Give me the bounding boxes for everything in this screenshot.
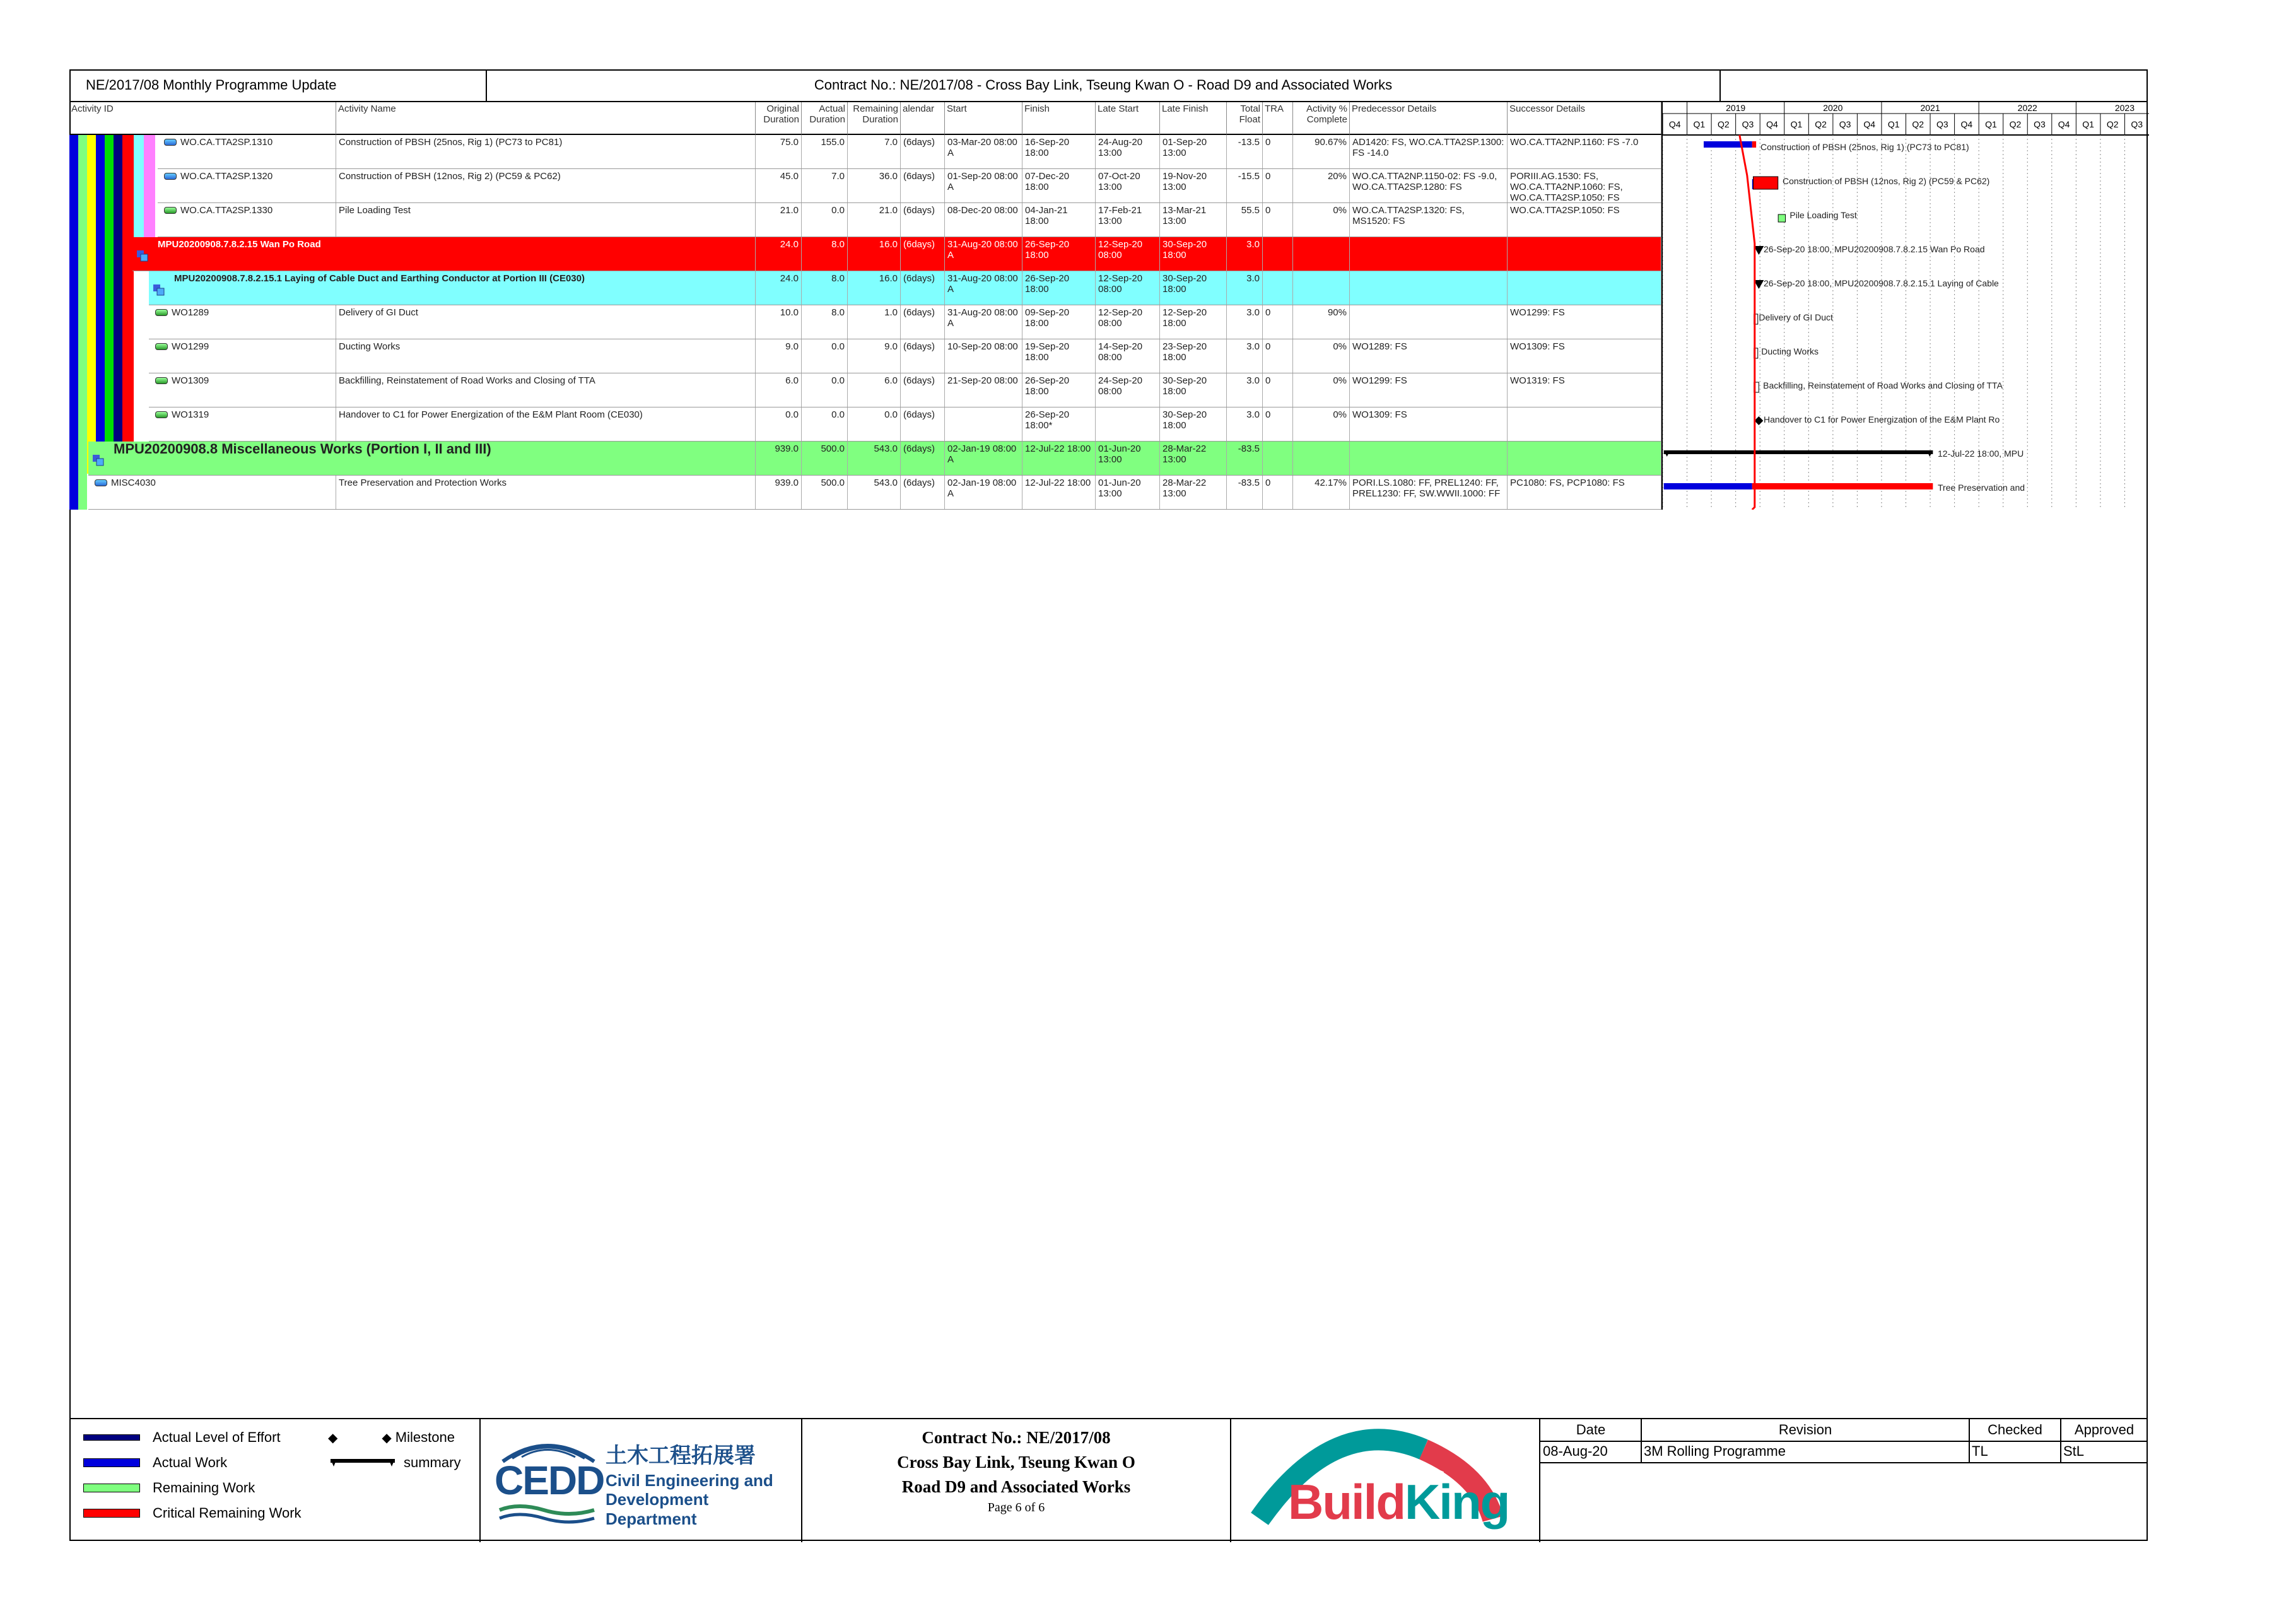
quarter-label: Q4 <box>1960 119 1973 129</box>
cell-od: 10.0 <box>756 305 802 339</box>
cell-ad: 0.0 <box>802 339 848 373</box>
year-label: 2020 <box>1823 103 1843 113</box>
cell-start: 08-Dec-20 08:00 <box>945 203 1022 237</box>
cell-ad: 155.0 <box>802 135 848 168</box>
cell-cal: (6days) <box>901 135 945 168</box>
cell-tf: 3.0 <box>1227 373 1263 407</box>
cell-finish: 07-Dec-20 18:00 <box>1022 169 1096 202</box>
quarter-label: Q4 <box>1766 119 1778 129</box>
cell-pct: 42.17% <box>1293 476 1350 509</box>
cell-pred: WO.CA.TTA2NP.1150-02: FS -9.0, WO.CA.TTA2SP.1280: FS <box>1350 169 1508 202</box>
table-row[interactable] <box>149 373 1661 407</box>
cell-ls: 24-Sep-20 08:00 <box>1096 373 1160 407</box>
cell-pred: WO.CA.TTA2SP.1320: FS, MS1520: FS <box>1350 203 1508 237</box>
cell-finish: 26-Sep-20 18:00 <box>1022 271 1096 305</box>
quarter-label: Q4 <box>1863 119 1876 129</box>
cell-lf: 30-Sep-20 18:00 <box>1160 407 1227 441</box>
col-activity-pct[interactable]: Activity % Complete <box>1293 102 1350 135</box>
cell-tra: 0 <box>1263 169 1293 202</box>
cell-ls: 07-Oct-20 13:00 <box>1096 169 1160 202</box>
quarter-label: Q3 <box>2034 119 2046 129</box>
cell-od: 939.0 <box>756 476 802 509</box>
cell-tra <box>1263 442 1293 475</box>
cell-succ: PORIII.AG.1530: FS, WO.CA.TTA2NP.1060: FS, WO.CA.TTA2SP.1050: FS <box>1508 169 1661 202</box>
cell-start: 03-Mar-20 08:00 A <box>945 135 1022 168</box>
cell-tra: 0 <box>1263 203 1293 237</box>
cell-od: 24.0 <box>756 237 802 271</box>
table-row[interactable] <box>149 339 1661 373</box>
cell-start: 02-Jan-19 08:00 A <box>945 442 1022 475</box>
cell-ad: 0.0 <box>802 203 848 237</box>
legend-remaining-work: Remaining Work <box>83 1480 255 1496</box>
cell-cal: (6days) <box>901 203 945 237</box>
cell-lf: 30-Sep-20 18:00 <box>1160 271 1227 305</box>
gantt-chart <box>1661 102 2148 510</box>
legend-loe-swatch <box>83 1434 140 1441</box>
task-icon <box>164 139 177 146</box>
cell-pct: 0% <box>1293 203 1350 237</box>
bar-actual <box>1704 141 1752 148</box>
col-predecessor[interactable]: Predecessor Details <box>1350 102 1508 135</box>
table-row[interactable] <box>149 407 1661 442</box>
quarter-label: Q1 <box>1985 119 1997 129</box>
legend-critical-remaining: Critical Remaining Work <box>83 1505 302 1521</box>
activity-name: Ducting Works <box>336 339 756 373</box>
quarter-label: Q2 <box>1815 119 1827 129</box>
cell-pred <box>1350 305 1508 339</box>
bar-label: Ducting Works <box>1761 346 1819 356</box>
activity-id: WO1309 <box>149 373 336 407</box>
cell-start: 21-Sep-20 08:00 <box>945 373 1022 407</box>
task-icon <box>155 343 168 350</box>
bar-label: Pile Loading Test <box>1789 210 1857 220</box>
cell-succ <box>1508 442 1661 475</box>
cell-cal: (6days) <box>901 407 945 441</box>
cell-finish: 12-Jul-22 18:00 <box>1022 476 1096 509</box>
cell-pct: 0% <box>1293 339 1350 373</box>
cell-tf: -83.5 <box>1227 476 1263 509</box>
wbs-icon <box>136 250 148 261</box>
cell-succ <box>1508 271 1661 305</box>
cell-cal: (6days) <box>901 339 945 373</box>
activity-name: Handover to C1 for Power Energization of the E&M Plant Room (CE030) <box>336 407 756 441</box>
cell-pct: 20% <box>1293 169 1350 202</box>
cell-rd: 6.0 <box>848 373 901 407</box>
cell-rd: 9.0 <box>848 339 901 373</box>
contract-line3: Road D9 and Associated Works <box>901 1477 1131 1496</box>
bar-critical <box>1753 177 1778 189</box>
cell-ls: 01-Jun-20 13:00 <box>1096 476 1160 509</box>
cell-rd: 36.0 <box>848 169 901 202</box>
cell-ad: 8.0 <box>802 271 848 305</box>
milestone-icon: ◆ <box>382 1431 392 1445</box>
legend-summary: summary <box>328 1455 460 1471</box>
cell-od: 75.0 <box>756 135 802 168</box>
cell-ad: 500.0 <box>802 442 848 475</box>
quarter-label: Q3 <box>1742 119 1754 129</box>
cell-pred: WO1299: FS <box>1350 373 1508 407</box>
bar-actual <box>1664 483 1752 489</box>
cell-pct: 0% <box>1293 373 1350 407</box>
footer <box>69 1418 2148 1541</box>
col-actual-duration[interactable]: Actual Duration <box>802 102 848 135</box>
activity-name: Pile Loading Test <box>336 203 756 237</box>
cell-ad: 7.0 <box>802 169 848 202</box>
activity-id: WO.CA.TTA2SP.1320 <box>158 169 336 202</box>
cell-succ: WO1299: FS <box>1508 305 1661 339</box>
cell-succ: WO.CA.TTA2NP.1160: FS -7.0 <box>1508 135 1661 168</box>
cell-start: 31-Aug-20 08:00 A <box>945 305 1022 339</box>
cell-od: 6.0 <box>756 373 802 407</box>
task-icon <box>155 377 168 384</box>
cell-tf: 3.0 <box>1227 305 1263 339</box>
cell-ls: 01-Jun-20 13:00 <box>1096 442 1160 475</box>
table-row[interactable] <box>158 135 1661 169</box>
cell-tf: 3.0 <box>1227 339 1263 373</box>
cell-succ <box>1508 237 1661 271</box>
cell-start: 10-Sep-20 08:00 <box>945 339 1022 373</box>
summary-bar-icon <box>328 1456 397 1469</box>
cell-succ <box>1508 407 1661 441</box>
cell-tra <box>1263 271 1293 305</box>
bar-critical <box>1752 483 1933 489</box>
activity-name: Backfilling, Reinstatement of Road Works and Closing of TTA <box>336 373 756 407</box>
legend-milestone: ◆ ◆ Milestone <box>328 1429 455 1445</box>
contract-line2: Cross Bay Link, Tseung Kwan O <box>897 1453 1135 1472</box>
quarter-label: Q1 <box>1887 119 1900 129</box>
cell-ls: 12-Sep-20 08:00 <box>1096 271 1160 305</box>
bar-label: 26-Sep-20 18:00, MPU20200908.7.8.2.15 Wan Po Road <box>1764 244 1985 254</box>
task-icon <box>155 309 168 316</box>
quarter-label: Q4 <box>2058 119 2070 129</box>
bar-label: Tree Preservation and <box>1938 483 2025 493</box>
quarter-label: Q2 <box>2009 119 2022 129</box>
year-label: 2022 <box>2017 103 2037 113</box>
activity-name: Construction of PBSH (12nos, Rig 2) (PC59 & PC62) <box>336 169 756 202</box>
activity-id: MISC4030 <box>88 476 336 509</box>
cell-od: 45.0 <box>756 169 802 202</box>
cell-rd: 0.0 <box>848 407 901 441</box>
cell-rd: 7.0 <box>848 135 901 168</box>
wbs-title: MPU20200908.7.8.2.15 Wan Po Road <box>132 237 756 271</box>
cedd-line2: Development Department <box>606 1490 709 1528</box>
quarter-label: Q3 <box>2131 119 2143 129</box>
activity-id: WO1319 <box>149 407 336 441</box>
cell-pred: WO1309: FS <box>1350 407 1508 441</box>
title-center: Contract No.: NE/2017/08 - Cross Bay Link, Tseung Kwan O - Road D9 and Associated Works <box>487 69 1721 102</box>
table-row[interactable] <box>158 169 1661 203</box>
cell-ls: 12-Sep-20 08:00 <box>1096 305 1160 339</box>
activity-id: WO1289 <box>149 305 336 339</box>
cell-tra: 0 <box>1263 407 1293 441</box>
quarter-label: Q1 <box>1790 119 1803 129</box>
cell-lf: 30-Sep-20 18:00 <box>1160 373 1227 407</box>
cell-tf: 3.0 <box>1227 237 1263 271</box>
wbs-title: MPU20200908.8 Miscellaneous Works (Portion I, II and III) <box>88 442 756 475</box>
col-activity-name[interactable]: Activity Name <box>336 102 756 135</box>
cell-tra: 0 <box>1263 305 1293 339</box>
cell-od: 21.0 <box>756 203 802 237</box>
cell-rd: 543.0 <box>848 442 901 475</box>
cell-tf: 55.5 <box>1227 203 1263 237</box>
cell-finish: 19-Sep-20 18:00 <box>1022 339 1096 373</box>
cell-succ: WO1319: FS <box>1508 373 1661 407</box>
cell-ls <box>1096 407 1160 441</box>
col-successor[interactable]: Successor Details <box>1508 102 1661 135</box>
cell-pred: AD1420: FS, WO.CA.TTA2SP.1300: FS -14.0 <box>1350 135 1508 168</box>
wbs-summary-row[interactable] <box>149 271 1661 305</box>
activity-id: WO.CA.TTA2SP.1310 <box>158 135 336 168</box>
task-icon <box>95 479 107 486</box>
cell-ls: 17-Feb-21 13:00 <box>1096 203 1160 237</box>
cell-pct: 90.67% <box>1293 135 1350 168</box>
revision-header: Date Revision Checked Approved <box>1540 1419 2148 1442</box>
year-label: 2021 <box>1920 103 1940 113</box>
cell-od: 0.0 <box>756 407 802 441</box>
contract-block <box>802 1419 1231 1542</box>
wbs-summary-row[interactable] <box>132 237 1661 271</box>
cell-cal: (6days) <box>901 305 945 339</box>
col-finish[interactable]: Finish <box>1022 102 1096 135</box>
activity-id: WO.CA.TTA2SP.1330 <box>158 203 336 237</box>
year-label: 2019 <box>1726 103 1746 113</box>
col-calendar[interactable]: alendar <box>901 102 945 135</box>
cell-tra: 0 <box>1263 373 1293 407</box>
cell-lf: 12-Sep-20 18:00 <box>1160 305 1227 339</box>
quarter-label: Q2 <box>2106 119 2119 129</box>
cell-tf: -83.5 <box>1227 442 1263 475</box>
cell-pred: WO1289: FS <box>1350 339 1508 373</box>
cell-pct <box>1293 237 1350 271</box>
col-late-finish[interactable]: Late Finish <box>1160 102 1227 135</box>
quarter-label: Q1 <box>2082 119 2094 129</box>
cell-rd: 1.0 <box>848 305 901 339</box>
revision-row: 08-Aug-20 3M Rolling Programme TL StL <box>1540 1441 2148 1463</box>
cell-tf: 3.0 <box>1227 271 1263 305</box>
bar-label: Backfilling, Reinstatement of Road Works and Closing of TTA <box>1763 380 2003 390</box>
cell-succ: PC1080: FS, PCP1080: FS <box>1508 476 1661 509</box>
cell-ad: 8.0 <box>802 305 848 339</box>
quarter-label: Q3 <box>1936 119 1948 129</box>
year-label: 2023 <box>2114 103 2135 113</box>
quarter-label: Q3 <box>1839 119 1851 129</box>
buildking-wordmark: BuildKing <box>1288 1474 1509 1530</box>
bar-label: Handover to C1 for Power Energization of the E&M Plant Ro <box>1764 414 2000 424</box>
cell-ls: 24-Aug-20 13:00 <box>1096 135 1160 168</box>
cell-tra: 0 <box>1263 476 1293 509</box>
legend-actual-swatch <box>83 1458 140 1467</box>
cell-pct: 0% <box>1293 407 1350 441</box>
activity-id: WO1299 <box>149 339 336 373</box>
wbs-title: MPU20200908.7.8.2.15.1 Laying of Cable Duct and Earthing Conductor at Portion III (CE030) <box>149 271 756 305</box>
contract-line1: Contract No.: NE/2017/08 <box>922 1428 1111 1447</box>
cell-cal: (6days) <box>901 169 945 202</box>
activity-name: Construction of PBSH (25nos, Rig 1) (PC73 to PC81) <box>336 135 756 168</box>
cell-tf: -15.5 <box>1227 169 1263 202</box>
cell-pct: 90% <box>1293 305 1350 339</box>
cell-od: 9.0 <box>756 339 802 373</box>
cell-rd: 16.0 <box>848 237 901 271</box>
cell-od: 939.0 <box>756 442 802 475</box>
bar-critical <box>1752 141 1756 148</box>
legend-actual-loe: Actual Level of Effort <box>83 1429 281 1446</box>
cell-pct <box>1293 442 1350 475</box>
cell-lf: 19-Nov-20 13:00 <box>1160 169 1227 202</box>
col-tra[interactable]: TRA <box>1263 102 1293 135</box>
summary-bar <box>1664 450 1933 454</box>
col-original-duration[interactable]: Original Duration <box>756 102 802 135</box>
cell-start: 02-Jan-19 08:00 A <box>945 476 1022 509</box>
cell-cal: (6days) <box>901 373 945 407</box>
col-total-float[interactable]: Total Float <box>1227 102 1263 135</box>
cell-pct <box>1293 271 1350 305</box>
cell-tra: 0 <box>1263 339 1293 373</box>
col-activity-id[interactable]: Activity ID <box>69 102 336 135</box>
table-row[interactable] <box>158 203 1661 237</box>
cell-finish: 12-Jul-22 18:00 <box>1022 442 1096 475</box>
cell-rd: 21.0 <box>848 203 901 237</box>
quarter-label: Q2 <box>1912 119 1924 129</box>
cedd-line1: Civil Engineering and <box>606 1471 773 1490</box>
activity-name: Delivery of GI Duct <box>336 305 756 339</box>
cell-finish: 09-Sep-20 18:00 <box>1022 305 1096 339</box>
cell-ad: 0.0 <box>802 373 848 407</box>
col-remaining-duration[interactable]: Remaining Duration <box>848 102 901 135</box>
cedd-chinese: 土木工程拓展署 <box>606 1444 756 1468</box>
cell-lf: 30-Sep-20 18:00 <box>1160 237 1227 271</box>
title-bar <box>69 69 2148 102</box>
cedd-abbr: CEDD <box>495 1458 604 1503</box>
cell-succ: WO1309: FS <box>1508 339 1661 373</box>
legend-actual-work: Actual Work <box>83 1455 227 1471</box>
page-number: Page 6 of 6 <box>987 1501 1045 1514</box>
title-right <box>1721 69 2148 102</box>
cell-start <box>945 407 1022 441</box>
milestone-marker <box>1754 416 1763 425</box>
cell-start: 01-Sep-20 08:00 A <box>945 169 1022 202</box>
cell-ad: 500.0 <box>802 476 848 509</box>
cell-succ: WO.CA.TTA2SP.1050: FS <box>1508 203 1661 237</box>
title-left: NE/2017/08 Monthly Programme Update <box>69 69 487 102</box>
cell-ad: 8.0 <box>802 237 848 271</box>
cell-lf: 01-Sep-20 13:00 <box>1160 135 1227 168</box>
cell-tf: 3.0 <box>1227 407 1263 441</box>
cell-ls: 12-Sep-20 08:00 <box>1096 237 1160 271</box>
cell-lf: 13-Mar-21 13:00 <box>1160 203 1227 237</box>
task-icon <box>155 411 168 418</box>
cell-finish: 26-Sep-20 18:00 <box>1022 237 1096 271</box>
cell-pred <box>1350 237 1508 271</box>
cell-start: 31-Aug-20 08:00 A <box>945 271 1022 305</box>
bar-label: Construction of PBSH (25nos, Rig 1) (PC73 to PC81) <box>1760 142 1969 152</box>
cell-finish: 04-Jan-21 18:00 <box>1022 203 1096 237</box>
wbs-icon <box>92 454 103 465</box>
legend-remaining-swatch <box>83 1484 140 1492</box>
cell-cal: (6days) <box>901 271 945 305</box>
gantt-svg <box>1663 102 2149 510</box>
bar-remaining <box>1778 214 1785 222</box>
cell-od: 24.0 <box>756 271 802 305</box>
cell-tra: 0 <box>1263 135 1293 168</box>
milestone-icon: ◆ <box>328 1431 338 1445</box>
task-icon <box>164 207 177 214</box>
cell-lf: 28-Mar-22 13:00 <box>1160 442 1227 475</box>
cell-finish: 26-Sep-20 18:00* <box>1022 407 1096 441</box>
cell-finish: 26-Sep-20 18:00 <box>1022 373 1096 407</box>
legend <box>69 1419 481 1542</box>
col-late-start[interactable]: Late Start <box>1096 102 1160 135</box>
bar-label: Construction of PBSH (12nos, Rig 2) (PC59 & PC62) <box>1782 176 1990 186</box>
legend-critical-swatch <box>83 1509 140 1518</box>
bar-label: 12-Jul-22 18:00, MPU <box>1938 448 2024 459</box>
wbs-icon <box>153 284 164 295</box>
cell-cal: (6days) <box>901 442 945 475</box>
quarter-label: Q4 <box>1668 119 1681 129</box>
table-row[interactable] <box>149 305 1661 339</box>
cell-ad: 0.0 <box>802 407 848 441</box>
cell-tra <box>1263 237 1293 271</box>
activity-name: Tree Preservation and Protection Works <box>336 476 756 509</box>
col-start[interactable]: Start <box>945 102 1022 135</box>
bar-label: 26-Sep-20 18:00, MPU20200908.7.8.2.15.1 Laying of Cable <box>1764 278 1999 288</box>
revision-table <box>1540 1419 2148 1542</box>
cell-cal: (6days) <box>901 237 945 271</box>
cell-finish: 16-Sep-20 18:00 <box>1022 135 1096 168</box>
cell-rd: 543.0 <box>848 476 901 509</box>
cell-lf: 28-Mar-22 13:00 <box>1160 476 1227 509</box>
cedd-logo-block <box>481 1419 802 1542</box>
cell-cal: (6days) <box>901 476 945 509</box>
cell-pred <box>1350 271 1508 305</box>
buildking-logo-block <box>1231 1419 1540 1542</box>
cell-ls: 14-Sep-20 08:00 <box>1096 339 1160 373</box>
cell-tf: -13.5 <box>1227 135 1263 168</box>
table-row[interactable] <box>88 476 1661 510</box>
quarter-label: Q2 <box>1718 119 1730 129</box>
cell-lf: 23-Sep-20 18:00 <box>1160 339 1227 373</box>
bar-label: Delivery of GI Duct <box>1759 312 1833 322</box>
cell-rd: 16.0 <box>848 271 901 305</box>
cell-pred <box>1350 442 1508 475</box>
wbs-summary-row[interactable] <box>88 442 1661 476</box>
cell-pred: PORI.LS.1080: FF, PREL1240: FF, PREL1230: FF, SW.WWII.1000: FF <box>1350 476 1508 509</box>
cell-start: 31-Aug-20 08:00 A <box>945 237 1022 271</box>
quarter-label: Q1 <box>1693 119 1706 129</box>
task-icon <box>164 173 177 180</box>
